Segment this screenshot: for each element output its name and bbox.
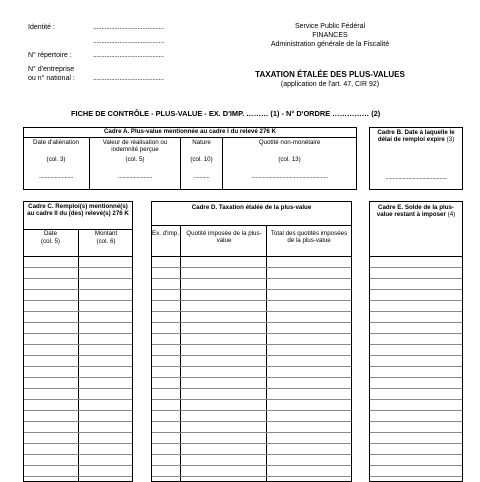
cadre-a-col-valeur: Valeur de réalisation ou indemnité perçue (102, 139, 168, 154)
cadre-d-row-line (152, 355, 351, 356)
cadre-c-row-line (24, 355, 132, 356)
repertoire-dots: ........................................... (93, 52, 164, 59)
cadre-d-row-line (152, 476, 351, 477)
cadre-a-col-date: Date d'aliénation (33, 139, 79, 146)
cadre-e-row-line (370, 432, 462, 433)
cadre-c-row-line (24, 399, 132, 400)
cadre-e-title (372, 204, 460, 219)
cadre-c-row-line (24, 377, 132, 378)
cadre-d-col-exercice: Ex. d'imp. (152, 230, 179, 237)
cadre-c-row-line (24, 421, 132, 422)
cadre-c-col-montant-ref: (col. 6) (96, 238, 116, 245)
cadre-a-divider-1 (89, 137, 90, 190)
cadre-e-row-line (370, 289, 462, 290)
cadre-d-row-line (152, 366, 351, 367)
cadre-d-row-line (152, 344, 351, 345)
cadre-c-row-line (24, 366, 132, 367)
cadre-c-col-date: Date (43, 230, 58, 237)
cadre-d-header-rule (151, 256, 352, 257)
cadre-c-row-line (24, 443, 132, 444)
cadre-e-row-line (370, 366, 462, 367)
service-line-2: FINANCES (312, 32, 348, 39)
cadre-e-header-rule (369, 256, 463, 257)
cadre-d-col-total: Total des quotités imposées de la plus-value (270, 230, 348, 245)
cadre-d-row-line (152, 399, 351, 400)
cadre-e-row-line (370, 399, 462, 400)
cadre-a-col-quotite-ref: (col. 13) (278, 156, 301, 163)
cadre-d-row-line (152, 465, 351, 466)
identity-dots-1: ........................................... (93, 24, 164, 31)
cadre-e-row-line (370, 311, 462, 312)
cadre-b-note: (3) (446, 136, 455, 144)
cadre-d-row-line (152, 278, 351, 279)
cadre-a-col-nature: Nature (192, 139, 211, 146)
cadre-e-row-line (370, 355, 462, 356)
cadre-a-nature-dots: ........... (193, 173, 210, 180)
cadre-e-row-line (370, 421, 462, 422)
cadre-c-row-line (24, 454, 132, 455)
cadre-d-row-line (152, 311, 351, 312)
cadre-c-row-line (24, 388, 132, 389)
cadre-e-row-line (370, 443, 462, 444)
cadre-e-row-line (370, 377, 462, 378)
national-label: ou n° national : (28, 75, 75, 82)
identity-dots-2: ........................................... (93, 38, 164, 45)
cadre-a-quotite-dots: ...................................................... (251, 173, 328, 180)
cadre-d-row-line (152, 410, 351, 411)
cadre-d-title-rule (151, 225, 352, 226)
cadre-c-row-line (24, 432, 132, 433)
cadre-c-row-line (24, 300, 132, 301)
cadre-c-row-line (24, 322, 132, 323)
cadre-d-row-line (152, 322, 351, 323)
cadre-b-dots: ........................................... (385, 174, 447, 181)
cadre-e-row-line (370, 322, 462, 323)
cadre-c-row-line (24, 311, 132, 312)
service-line-3: Administration générale de la Fiscalité (270, 41, 390, 48)
cadre-d-col-quotite: Quotité imposée de la plus-value (186, 230, 262, 245)
cadre-e-note: (4) (447, 211, 456, 219)
cadre-e-row-line (370, 454, 462, 455)
cadre-a-valeur-dots: ........................ (117, 173, 153, 180)
form-subtitle: (application de l'art. 47, CIR 92) (280, 81, 380, 88)
cadre-a-col-nature-ref: (col. 10) (190, 156, 213, 163)
cadre-d-row-line (152, 432, 351, 433)
cadre-d-row-line (152, 289, 351, 290)
cadre-c-row-line (24, 465, 132, 466)
cadre-c-col-montant: Montant (94, 230, 118, 237)
cadre-e (369, 201, 463, 482)
entreprise-label: N° d'entreprise (28, 66, 75, 73)
cadre-c-row-line (24, 289, 132, 290)
cadre-d-row-line (152, 333, 351, 334)
fiche-line: FICHE DE CONTRÔLE - PLUS-VALUE - EX. D'IMP. ……… (1) - N° D'ORDRE …………… (2) (71, 109, 381, 118)
form-title: TAXATION ÉTALÉE DES PLUS-VALUES (255, 70, 405, 79)
cadre-e-row-line (370, 267, 462, 268)
cadre-c-title: Cadre C. Remploi(s) mentionné(s) au cadre II du (des) relevé(s) 276 K (27, 203, 129, 218)
cadre-e-row-line (370, 476, 462, 477)
cadre-a-date-dots: ........................ (38, 173, 74, 180)
cadre-d-row-line (152, 388, 351, 389)
cadre-e-title-text: Cadre E. Solde de la plus-value restant à imposer (376, 204, 454, 219)
cadre-e-row-line (370, 388, 462, 389)
cadre-c-col-date-ref: (col. 5) (41, 238, 60, 245)
cadre-e-row-line (370, 300, 462, 301)
cadre-d-row-line (152, 454, 351, 455)
cadre-a-col-valeur-ref: (col. 5) (125, 156, 145, 163)
cadre-d-row-line (152, 300, 351, 301)
cadre-d-row-line (152, 377, 351, 378)
cadre-d-row-line (152, 267, 351, 268)
cadre-c-row-line (24, 333, 132, 334)
cadre-a-title: Cadre A. Plus-value mentionnée au cadre I du relevé 276 K (103, 128, 277, 135)
cadre-a-title-rule (23, 137, 357, 138)
cadre-e-row-line (370, 410, 462, 411)
cadre-c-row-line (24, 267, 132, 268)
cadre-c-row-line (24, 410, 132, 411)
cadre-a-col-quotite: Quotité non-monétaire (258, 139, 321, 146)
cadre-b-title (372, 129, 460, 144)
cadre-d-row-line (152, 443, 351, 444)
cadre-e-row-line (370, 278, 462, 279)
cadre-c-row-line (24, 344, 132, 345)
cadre-d-title: Cadre D. Taxation étalée de la plus-value (191, 204, 312, 211)
cadre-e-row-line (370, 344, 462, 345)
national-dots: ........................................... (93, 75, 164, 82)
cadre-e-row-line (370, 333, 462, 334)
cadre-c-row-line (24, 278, 132, 279)
cadre-e-row-line (370, 465, 462, 466)
service-line-1: Service Public Fédéral (294, 23, 366, 30)
cadre-a-col-date-ref: (col. 3) (46, 156, 66, 163)
cadre-c-header-rule (23, 256, 133, 257)
cadre-d-row-line (152, 421, 351, 422)
cadre-b-title-text: Cadre B. Date à laquelle le délai de remploi expire (377, 129, 455, 144)
cadre-c-row-line (24, 476, 132, 477)
repertoire-label: N° répertoire : (28, 52, 72, 59)
identity-label: Identité : (28, 24, 55, 31)
